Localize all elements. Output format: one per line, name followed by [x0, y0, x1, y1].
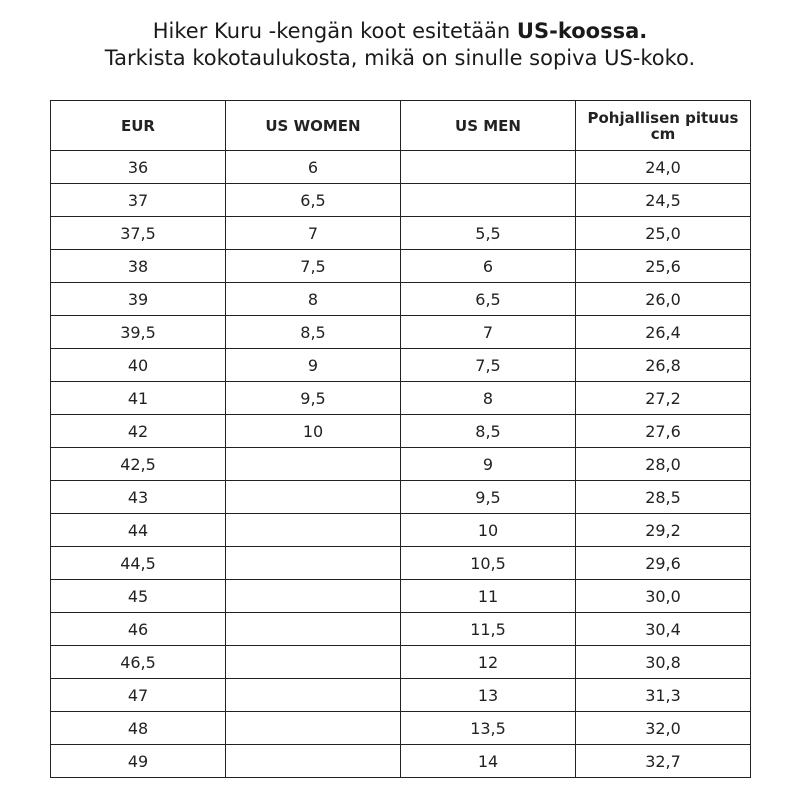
- cell-insole-length: 29,2: [576, 514, 751, 547]
- title-line-1-text: Hiker Kuru -kengän koot esitetään: [152, 19, 517, 43]
- cell-eur: 39,5: [51, 316, 226, 349]
- cell-us-women: [226, 646, 401, 679]
- cell-eur: 45: [51, 580, 226, 613]
- cell-us-men: 14: [401, 745, 576, 778]
- cell-insole-length: 28,5: [576, 481, 751, 514]
- cell-us-men: 13,5: [401, 712, 576, 745]
- cell-us-men: 7,5: [401, 349, 576, 382]
- cell-us-men: 9,5: [401, 481, 576, 514]
- cell-eur: 40: [51, 349, 226, 382]
- table-row: [51, 580, 751, 613]
- cell-insole-length: 26,0: [576, 283, 751, 316]
- table-row: [51, 283, 751, 316]
- cell-us-men: 6,5: [401, 283, 576, 316]
- cell-eur: 36: [51, 151, 226, 184]
- table-row: [51, 448, 751, 481]
- cell-us-men: 11,5: [401, 613, 576, 646]
- cell-insole-length: 26,8: [576, 349, 751, 382]
- cell-us-women: 6: [226, 151, 401, 184]
- cell-us-men: 10: [401, 514, 576, 547]
- cell-insole-length: 30,0: [576, 580, 751, 613]
- cell-eur: 38: [51, 250, 226, 283]
- cell-us-women: 6,5: [226, 184, 401, 217]
- cell-us-men: 7: [401, 316, 576, 349]
- table-row: [51, 151, 751, 184]
- cell-insole-length: 29,6: [576, 547, 751, 580]
- title-line-1: [0, 18, 800, 45]
- header-eur: EUR: [51, 101, 226, 151]
- cell-us-men: 10,5: [401, 547, 576, 580]
- table-body: [51, 151, 751, 778]
- cell-insole-length: 31,3: [576, 679, 751, 712]
- cell-us-women: [226, 580, 401, 613]
- table-row: [51, 745, 751, 778]
- table-row: [51, 481, 751, 514]
- table-row: [51, 514, 751, 547]
- title-line-2: Tarkista kokotaulukosta, mikä on sinulle sopiva US-koko.: [104, 46, 696, 70]
- cell-eur: 39: [51, 283, 226, 316]
- cell-insole-length: 32,0: [576, 712, 751, 745]
- cell-eur: 47: [51, 679, 226, 712]
- cell-us-men: 5,5: [401, 217, 576, 250]
- cell-us-women: 9,5: [226, 382, 401, 415]
- page-title: [0, 18, 800, 72]
- cell-us-men: 8: [401, 382, 576, 415]
- cell-insole-length: 25,6: [576, 250, 751, 283]
- cell-insole-length: 27,2: [576, 382, 751, 415]
- table-row: [51, 613, 751, 646]
- cell-eur: 46,5: [51, 646, 226, 679]
- cell-us-women: [226, 481, 401, 514]
- cell-us-women: [226, 613, 401, 646]
- cell-us-women: [226, 547, 401, 580]
- cell-us-women: 10: [226, 415, 401, 448]
- table-header-row: [51, 101, 751, 151]
- cell-insole-length: 30,8: [576, 646, 751, 679]
- table-row: [51, 349, 751, 382]
- cell-insole-length: 30,4: [576, 613, 751, 646]
- cell-insole-length: 26,4: [576, 316, 751, 349]
- cell-eur: 46: [51, 613, 226, 646]
- cell-us-women: [226, 712, 401, 745]
- cell-eur: 42,5: [51, 448, 226, 481]
- cell-us-men: 9: [401, 448, 576, 481]
- cell-us-women: 9: [226, 349, 401, 382]
- table-row: [51, 547, 751, 580]
- cell-us-men: [401, 184, 576, 217]
- cell-insole-length: 27,6: [576, 415, 751, 448]
- cell-us-women: 8,5: [226, 316, 401, 349]
- table-row: [51, 712, 751, 745]
- cell-eur: 48: [51, 712, 226, 745]
- cell-us-women: [226, 745, 401, 778]
- table-row: [51, 415, 751, 448]
- cell-insole-length: 32,7: [576, 745, 751, 778]
- cell-us-women: 7,5: [226, 250, 401, 283]
- cell-us-men: 8,5: [401, 415, 576, 448]
- cell-insole-length: 25,0: [576, 217, 751, 250]
- cell-us-women: 7: [226, 217, 401, 250]
- cell-us-men: 12: [401, 646, 576, 679]
- cell-us-men: 13: [401, 679, 576, 712]
- cell-insole-length: 24,5: [576, 184, 751, 217]
- cell-insole-length: 28,0: [576, 448, 751, 481]
- cell-eur: 44,5: [51, 547, 226, 580]
- cell-us-women: 8: [226, 283, 401, 316]
- cell-us-women: [226, 679, 401, 712]
- cell-us-men: 11: [401, 580, 576, 613]
- cell-eur: 37: [51, 184, 226, 217]
- size-table: [50, 100, 751, 778]
- cell-eur: 37,5: [51, 217, 226, 250]
- cell-eur: 43: [51, 481, 226, 514]
- cell-eur: 42: [51, 415, 226, 448]
- cell-us-men: [401, 151, 576, 184]
- table-row: [51, 184, 751, 217]
- table-row: [51, 679, 751, 712]
- table-row: [51, 646, 751, 679]
- title-line-1-bold: US-koossa.: [516, 19, 648, 43]
- table-row: [51, 382, 751, 415]
- cell-eur: 41: [51, 382, 226, 415]
- header-us-women: US WOMEN: [226, 101, 401, 151]
- table-row: [51, 217, 751, 250]
- cell-insole-length: 24,0: [576, 151, 751, 184]
- header-us-men: US MEN: [401, 101, 576, 151]
- table-row: [51, 250, 751, 283]
- cell-us-women: [226, 514, 401, 547]
- cell-eur: 44: [51, 514, 226, 547]
- table-row: [51, 316, 751, 349]
- cell-us-men: 6: [401, 250, 576, 283]
- cell-eur: 49: [51, 745, 226, 778]
- header-insole-length: Pohjallisen pituus cm: [576, 101, 751, 151]
- cell-us-women: [226, 448, 401, 481]
